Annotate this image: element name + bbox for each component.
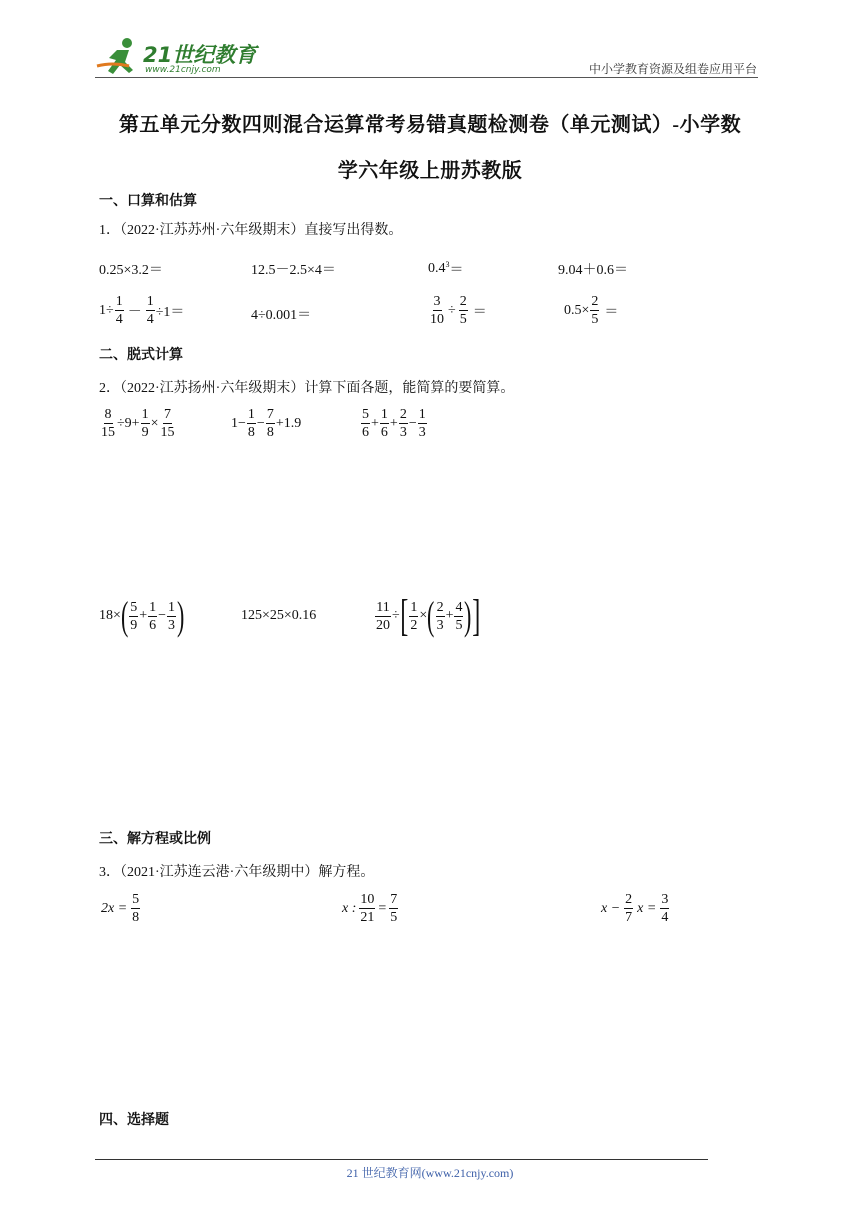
site-tagline: 中小学教育资源及组卷应用平台 — [588, 62, 757, 76]
logo-url: www.21cnjy.com — [145, 65, 221, 75]
math-expression: 18× ( $\frac{5}{9}$ + $\frac{1}{6}$ − $\frac{1}{3}$ ) — [99, 593, 185, 638]
math-expression: 9.04＋0.6＝ — [558, 263, 628, 278]
math-expression: 1− $\frac{1}{8}$ − $\frac{7}{8}$ +1.9 — [231, 407, 302, 440]
footer-divider — [95, 1159, 708, 1160]
page-title-line2: 学六年级上册苏教版 — [337, 160, 523, 182]
math-expression: 0.25×3.2＝ — [99, 263, 163, 278]
math-expression: 12.5－2.5×4＝ — [251, 263, 336, 278]
header-divider — [95, 77, 758, 78]
footer-link[interactable]: 21 世纪教育网(www.21cnjy.com) — [346, 1166, 514, 1180]
question-prompt: 3．（2021·江苏连云港·六年级期中）解方程。 — [99, 865, 375, 880]
runner-logo-icon — [95, 36, 145, 78]
math-expression: 125×25×0.16 — [241, 608, 317, 623]
math-expression: 4÷0.001＝ — [251, 308, 312, 323]
section-heading: 一、口算和估算 — [99, 194, 197, 209]
equation: x − $\frac{2}{7}$ x = $\frac{3}{4}$ — [601, 892, 669, 925]
logo-text: 21世纪教育 — [143, 43, 257, 67]
section-heading: 四、选择题 — [99, 1113, 169, 1128]
math-expression: 0.5× $\frac{2}{5}$ ＝ — [564, 294, 619, 327]
section-heading: 三、解方程或比例 — [99, 832, 211, 847]
math-expression: 1÷ $\frac{1}{4}$ － $\frac{1}{4}$ ÷1＝ — [99, 294, 185, 327]
page-title-line1: 第五单元分数四则混合运算常考易错真题检测卷（单元测试）-小学数 — [118, 114, 742, 136]
question-prompt: 1．（2022·江苏苏州·六年级期末）直接写出得数。 — [99, 223, 403, 238]
math-expression: $\frac{5}{6}$ + $\frac{1}{6}$ + $\frac{2}{3}$ − $\frac{1}{3}$ — [362, 407, 426, 440]
equation: x : $\frac{10}{21}$ = $\frac{7}{5}$ — [342, 892, 398, 925]
question-prompt: 2．（2022·江苏扬州·六年级期末）计算下面各题，能简算的要简算。 — [99, 381, 515, 396]
math-expression: $\frac{11}{20}$ ÷ [ $\frac{1}{2}$ × ( $\frac{2}{3}$ + $\frac{4}{5}$ ) ] — [376, 591, 481, 640]
math-expression: $\frac{3}{10}$ ÷ $\frac{2}{5}$ ＝ — [430, 294, 487, 327]
section-heading: 二、脱式计算 — [99, 348, 183, 363]
math-expression: $\frac{8}{15}$ ÷9+ $\frac{1}{9}$ × $\frac{7}{15}$ — [101, 407, 175, 440]
site-logo — [95, 36, 265, 80]
equation: 2x = $\frac{5}{8}$ — [101, 892, 140, 925]
math-expression: 0.4 $^3$ ＝ — [428, 259, 464, 278]
